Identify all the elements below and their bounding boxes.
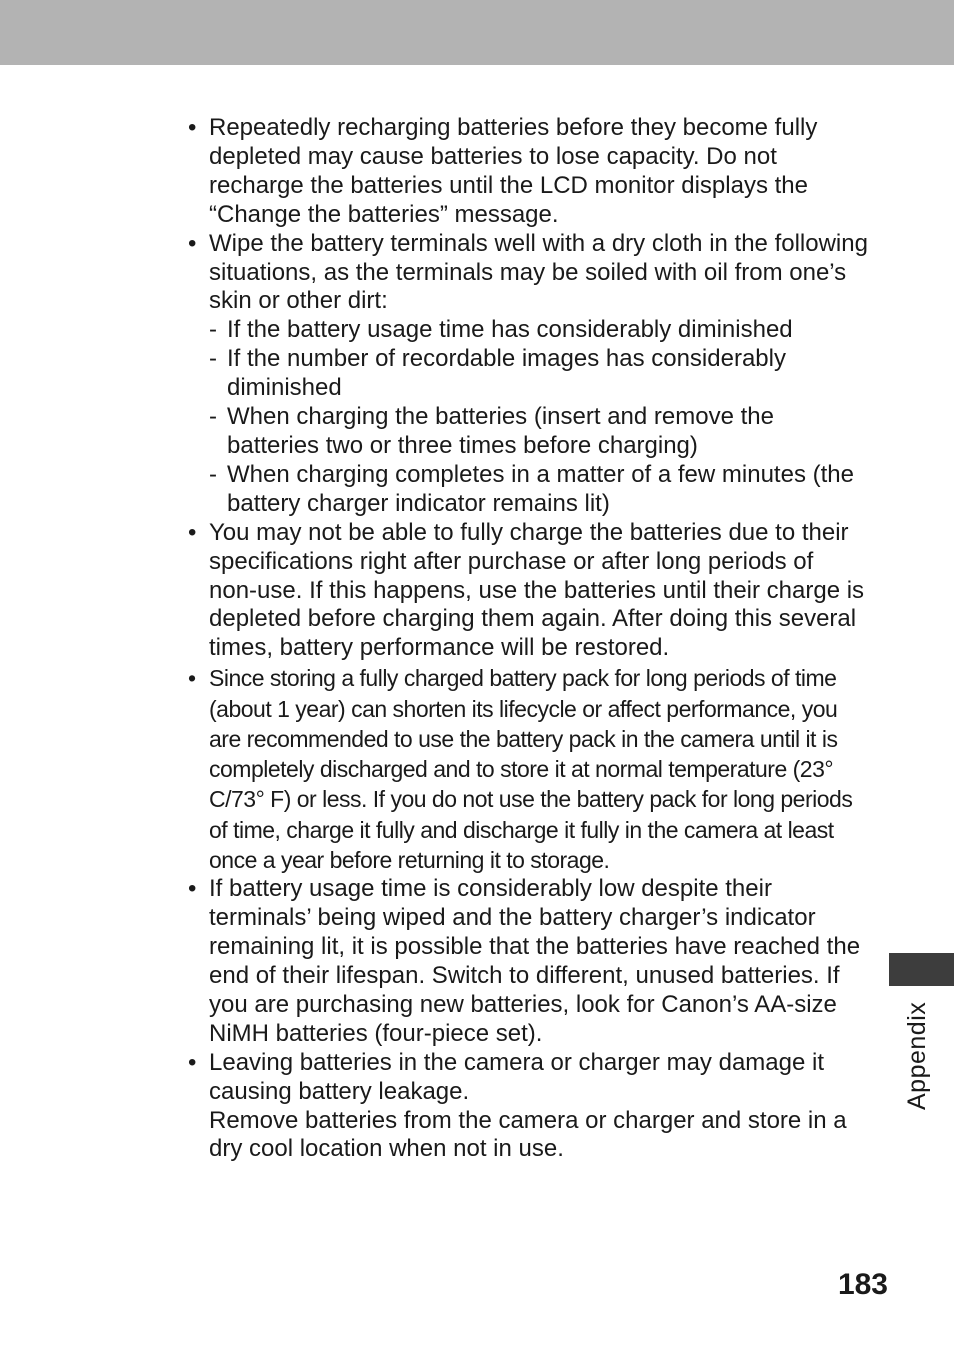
bullet-text: Wipe the battery terminals well with a dry cloth in the following situations, as the terminals may be soiled with oil from one’s skin or other dirt: [209,229,868,315]
bullet-item [188,663,868,875]
bullet-item [188,875,868,1048]
page-number: 183 [837,1268,888,1301]
sub-item-text: If the number of recordable images has considerably diminished [227,345,786,402]
bullet-item [188,230,868,317]
bullet-text: Repeatedly recharging batteries before they become fully depleted may cause batteries to lose capacity. Do not recharge the batteries until the LCD monitor displays the “Change the batteries” message. [209,114,818,228]
dash-mark: - [209,460,217,488]
bullet-mark: • [188,875,197,903]
bullet-item [188,1049,868,1165]
bullet-extra-text: Remove batteries from the camera or charger and store in a dry cool location when not in use. [209,1106,847,1163]
bullet-text: Leaving batteries in the camera or charger may damage it causing battery leakage. [209,1048,824,1105]
page-body [188,114,868,1164]
sub-item-text: If the battery usage time has considerably diminished [227,316,793,344]
bullet-text: Since storing a fully charged battery pack for long periods of time (about 1 year) can shorten its lifecycle or affect performance, you are recommended to use the battery pack in the camera until it is completely discharged and to store it at normal temperature (23° C/73° F) or less. If you do not use the battery pack for long periods of time, charge it fully and discharge it fully in the camera at least once a year before returning it to storage. [209,665,853,873]
header-band [0,0,954,65]
bullet-mark: • [188,229,197,257]
bullet-mark: • [188,1048,197,1076]
dash-mark: - [209,345,217,373]
bullet-mark: • [188,665,196,692]
section-tab [889,953,954,986]
bullet-item [188,114,868,230]
sub-item-text: When charging completes in a matter of a few minutes (the battery charger indicator remains lit) [227,460,854,517]
sub-item [188,345,868,403]
bullet-text: If battery usage time is considerably low despite their terminals’ being wiped and the battery charger’s indicator remaining lit, it is possible that the batteries have reached the end of their lifespan. Switch to different, unused batteries. If you are purchasing new batteries, look for Canon’s AA-size NiMH batteries (four-piece set). [209,875,861,1047]
bullet-text: You may not be able to fully charge the batteries due to their specifications right after purchase or after long periods of non-use. If this happens, use the batteries until their charge is depleted before charging them again. After doing this several times, battery performance will be restored. [209,518,865,662]
sub-item [188,316,868,345]
sub-item [188,461,868,519]
sub-item-text: When charging the batteries (insert and remove the batteries two or three times before charging) [227,403,774,459]
section-label: Appendix [903,1001,931,1110]
bullet-item [188,519,868,664]
dash-mark: - [209,316,217,344]
sub-item [188,403,868,461]
dash-mark: - [209,403,217,431]
bullet-mark: • [188,114,197,141]
bullet-mark: • [188,518,197,546]
